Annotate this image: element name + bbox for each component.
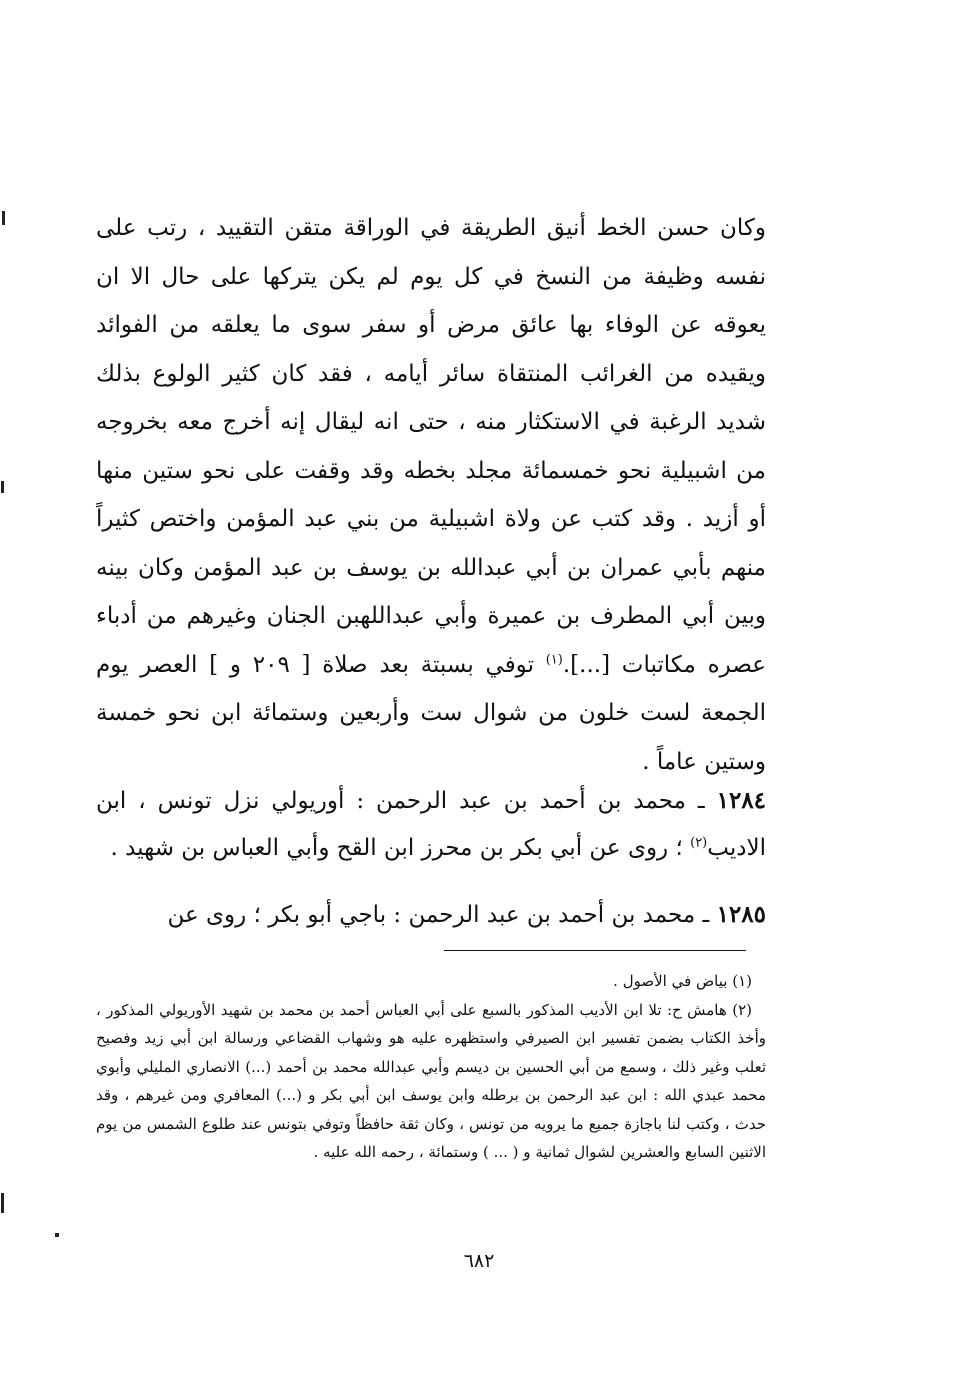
death-text: توفي بسبتة بعد صلاة [ ٢٠٩ و ] العصر يوم الجمعة لست خلون من شوال ست وأربعين وستمائة ابن نحو خمسة وستين عاماً . (96, 651, 766, 775)
footnote (96, 996, 766, 1167)
main-paragraph (96, 204, 766, 786)
main-paragraph-text: وكان حسن الخط أنيق الطريقة في الوراقة متقن التقييد ، رتب على نفسه وظيفة من النسخ في كل يوم لم يكن يتركها على حال الا ان يعوقه عن الوفاء بها عائق مرض أو سفر سوى ما يعلقه من الفوائد ويقيده من الغرائب المنتقاة سائر أيامه ، فقد كان كثير الولوع بذلك شديد الرغبة في الاستكثار منه ، حتى انه ليقال إنه أخرج معه بخروجه من اشبيلية نحو خمسمائة مجلد بخطه وقد وقفت على نحو ستين منها أو أزيد . وقد كتب عن ولاة اشبيلية من بني عبد المؤمن واختص كثيراً منهم بأبي عمران بن أبي عبدالله بن يوسف بن عبد المؤمن وكان بينه وبين أبي المطرف بن عميرة وأبي عبداللهبن الجنان وغيرهم من أدباء عصره مكاتبات [...]. (96, 215, 766, 678)
entry-number: ١٢٨٤ (716, 787, 767, 814)
entry-text: محمد بن أحمد بن عبد الرحمن : باجي أبو بكر ؛ روى عن (167, 902, 696, 928)
footnote-divider (444, 950, 746, 951)
footnote-text: هامش ح: تلا ابن الأديب المذكور بالسبع على أبي العباس أحمد بن محمد بن شهيد الأوريولي المذكور ، وأخذ الكتاب بضمن تفسير ابن الصيرفي واستظهره عليه هو وشهاب القضاعي ورسالة ابن أبي زيد وفصيح ثعلب وغير ذلك ، وسمع من أبي الحسين بن ديسم وأبي عبدالله محمد بن أحمد (...) الانصاري المليلي وأبوي محمد عبدي الله : ابن عبد الرحمن بن برطله وابن يوسف ابن أبي بكر و (...) المعافري ومن غيرهم ، وقد حدث ، وكتب لنا باجازة جميع ما يرويه من تونس ، وكان ثقة حافظاً وتوفي بتونس عند طلوع الشمس من يوم الاثنين السابع والعشرين لشوال ثمانية و ( ... ) وستمائة ، رحمه الله عليه . (96, 1000, 766, 1161)
footnote-ref-2: (٢) (690, 835, 708, 851)
entry-dash: ـ (702, 902, 710, 928)
scan-edge-mark (55, 1233, 59, 1237)
entry-number: ١٢٨٥ (716, 901, 766, 928)
entry-text-continued: ؛ روى عن أبي بكر بن محرز ابن القح وأبي العباس بن شهيد . (110, 835, 683, 861)
scan-edge-mark (1, 481, 4, 493)
biography-entry (96, 777, 766, 872)
scan-edge-mark (2, 211, 5, 225)
biography-entry (96, 891, 766, 939)
entry-text: محمد بن أحمد بن عبد الرحمن : أوريولي نزل تونس ، ابن الاديب (96, 788, 766, 861)
footnote-ref-1: (١) (545, 651, 563, 667)
entry-dash: ـ (697, 788, 705, 814)
scan-edge-mark (1, 1193, 4, 1213)
footnote (96, 967, 766, 996)
page-number: ٦٨٢ (463, 1250, 495, 1272)
footnote-label: (٢) (732, 1000, 752, 1019)
footnote-text: بياض في الأصول . (613, 972, 728, 990)
footnotes (96, 967, 766, 1167)
footnote-label: (١) (732, 972, 752, 990)
